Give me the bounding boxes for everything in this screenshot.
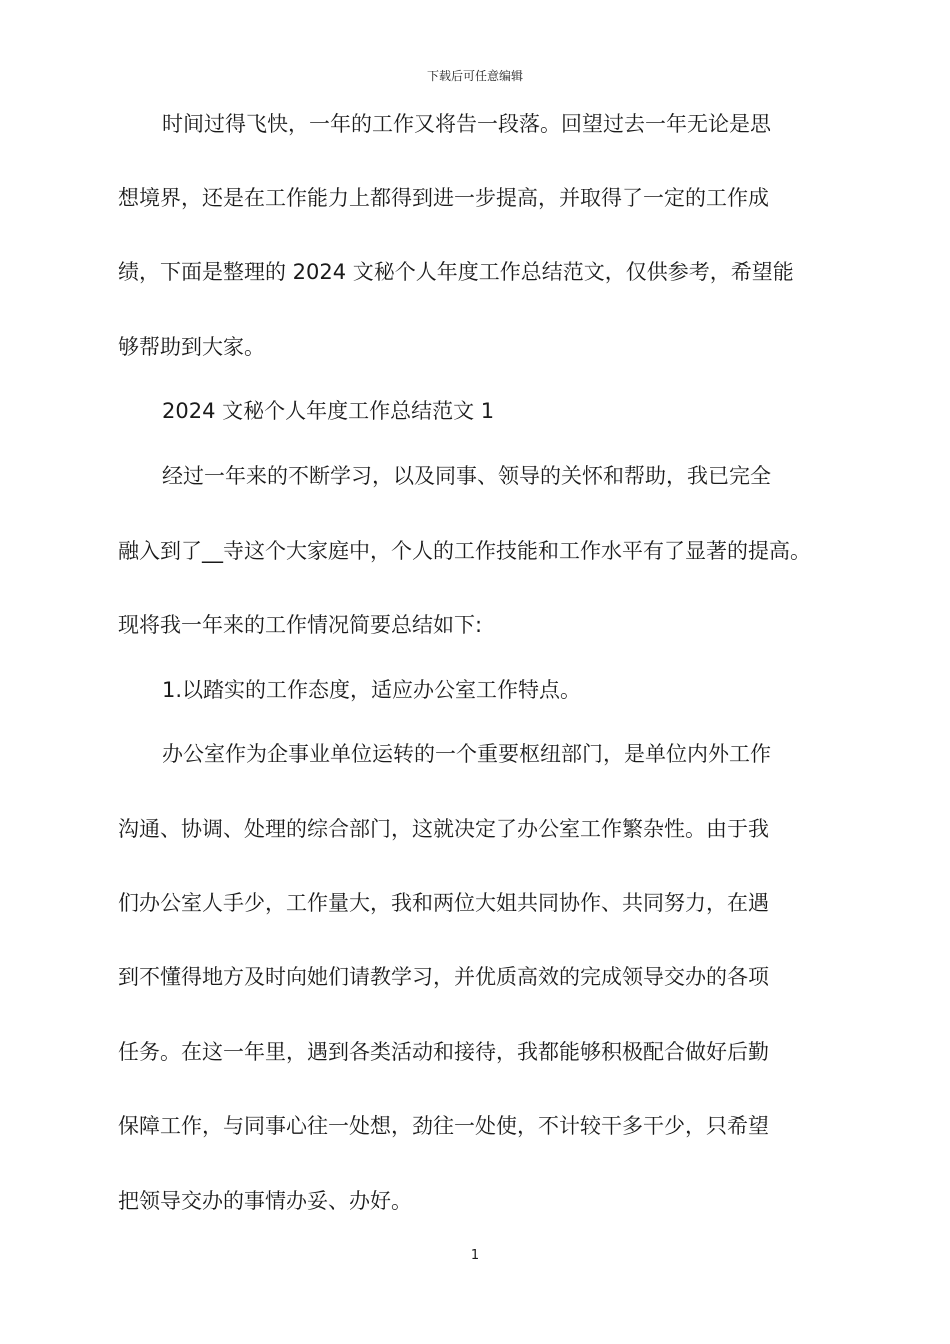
paragraph-line: 办公室作为企事业单位运转的一个重要枢纽部门，是单位内外工作 xyxy=(162,742,771,766)
paragraph-line: 任务。在这一年里，遇到各类活动和接待，我都能够积极配合做好后勤 xyxy=(118,1040,769,1064)
paragraph-line: 们办公室人手少，工作量大，我和两位大姐共同协作、共同努力，在遇 xyxy=(118,891,769,915)
paragraph-line: 够帮助到大家。 xyxy=(118,335,265,359)
paragraph-line: 到不懂得地方及时向她们请教学习，并优质高效的完成领导交办的各项 xyxy=(118,965,769,989)
paragraph-line: 沟通、协调、处理的综合部门，这就决定了办公室工作繁杂性。由于我 xyxy=(118,817,769,841)
section-heading: 2024 文秘个人年度工作总结范文 1 xyxy=(162,399,495,423)
paragraph-line: 经过一年来的不断学习，以及同事、领导的关怀和帮助，我已完全 xyxy=(162,464,771,488)
paragraph-line: 把领导交办的事情办妥、办好。 xyxy=(118,1189,412,1213)
paragraph-line: 融入到了__寺这个大家庭中，个人的工作技能和工作水平有了显著的提高。 xyxy=(118,539,811,563)
page-number: 1 xyxy=(470,1248,480,1263)
paragraph-line: 绩，下面是整理的 2024 文秘个人年度工作总结范文，仅供参考，希望能 xyxy=(118,260,794,284)
paragraph-line: 现将我一年来的工作情况简要总结如下: xyxy=(118,613,483,637)
paragraph-line: 时间过得飞快，一年的工作又将告一段落。回望过去一年无论是思 xyxy=(162,112,771,136)
paragraph-line: 想境界，还是在工作能力上都得到进一步提高，并取得了一定的工作成 xyxy=(118,186,769,210)
page-header: 下载后可任意编辑 xyxy=(426,69,523,83)
subsection-heading: 1.以踏实的工作态度，适应办公室工作特点。 xyxy=(162,678,582,702)
paragraph-line: 保障工作，与同事心往一处想，劲往一处使，不计较干多干少，只希望 xyxy=(118,1114,769,1138)
